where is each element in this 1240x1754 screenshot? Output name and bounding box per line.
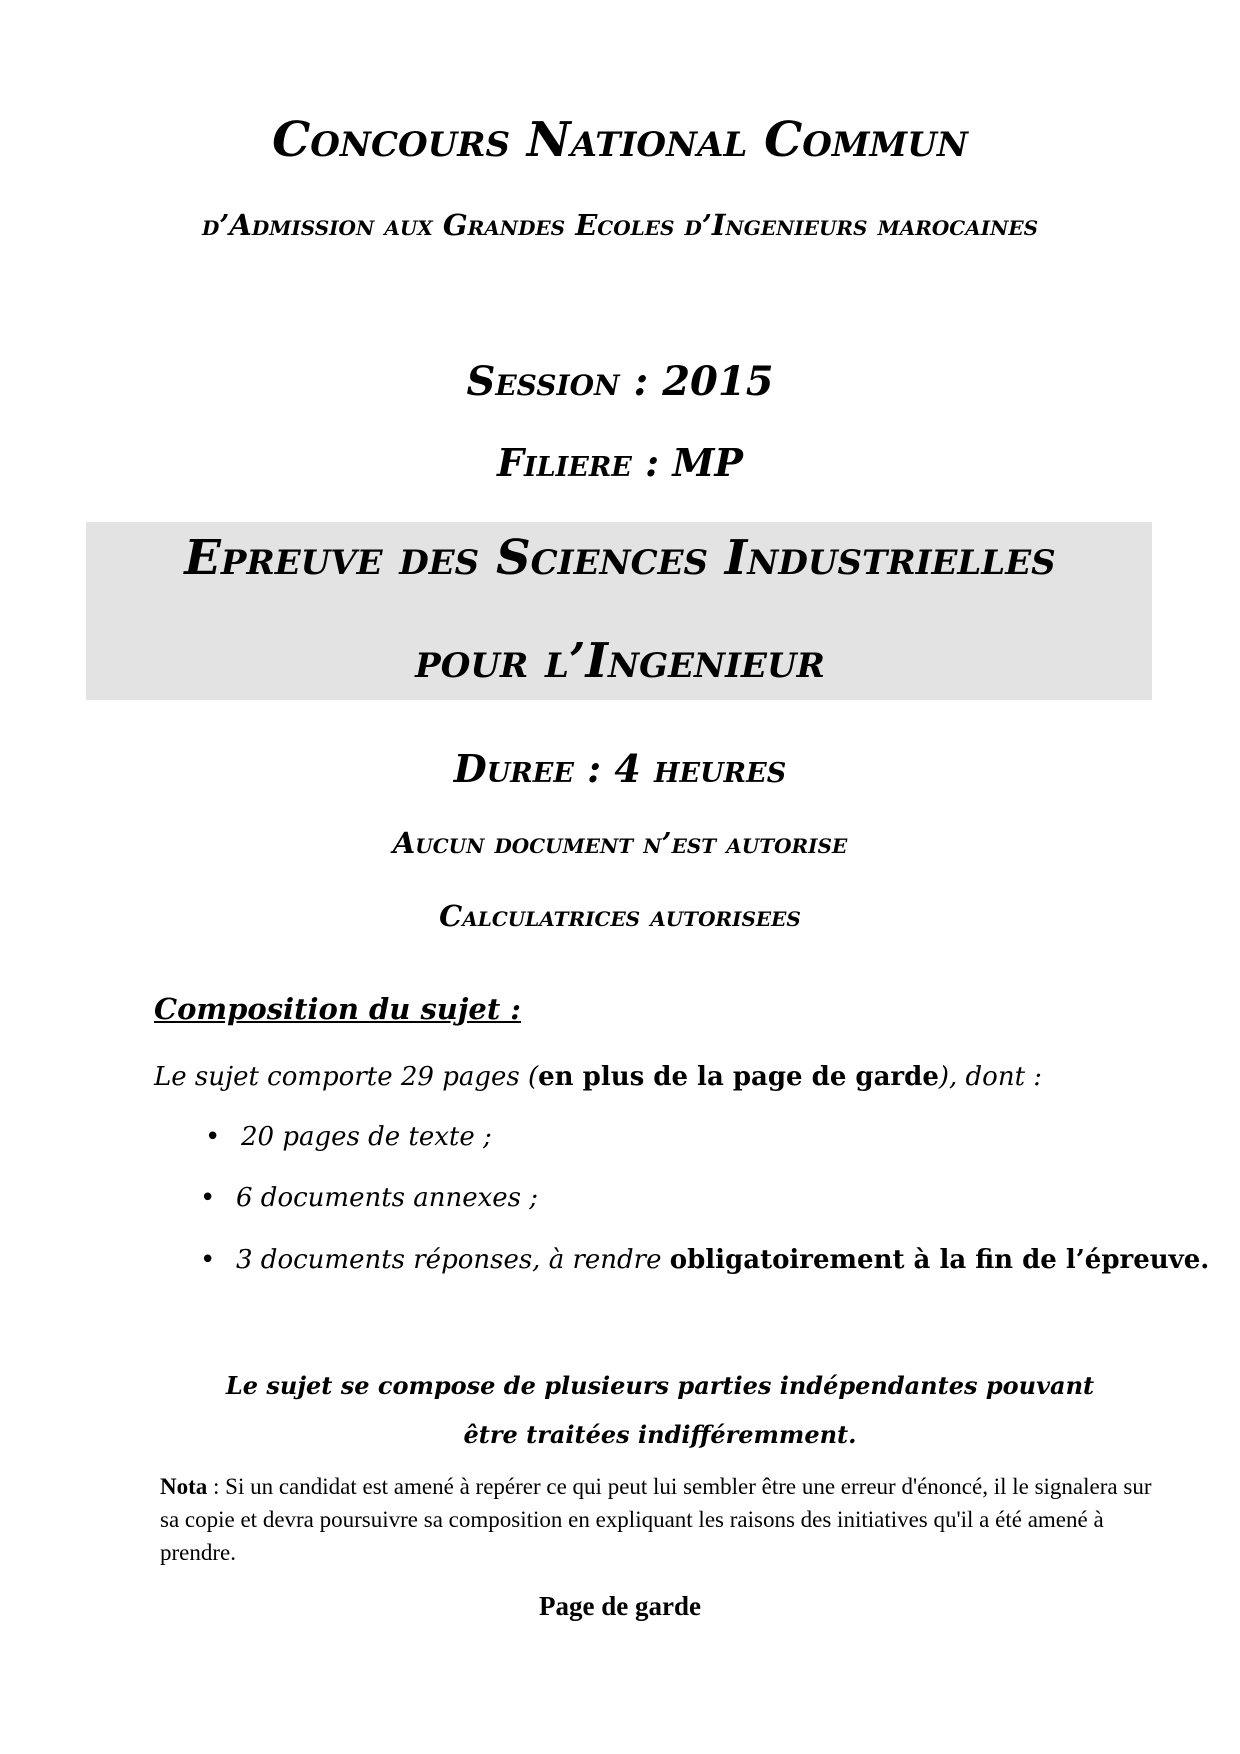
exam-subtitle: d’Admission aux Grandes Ecoles d’Ingenieurs marocaines bbox=[201, 208, 1039, 242]
list-item bbox=[205, 1122, 492, 1152]
independence-note: Le sujet se compose de plusieurs parties indépendantes pouvant être traitées indifféremment. bbox=[225, 1371, 1095, 1449]
list-item-text: 6 documents annexes ; bbox=[236, 1183, 539, 1213]
nota-paragraph bbox=[160, 1470, 1160, 1569]
subject-title-line2: pour l’Ingenieur bbox=[415, 633, 825, 689]
list-item-text: 3 documents réponses, à rendre bbox=[236, 1245, 670, 1275]
nota-text: : Si un candidat est amené à repérer ce qui peut lui sembler être une erreur d'énoncé, il le signalera sur sa copie et devra poursuivre sa composition en expliquant les raisons des initiatives qu'il a été amené à prendre. bbox=[160, 1474, 1152, 1565]
bullet-icon: • bbox=[200, 1183, 216, 1213]
list-item-text: 20 pages de texte ; bbox=[241, 1122, 492, 1152]
page-footer: Page de garde bbox=[539, 1591, 701, 1621]
bullet-icon: • bbox=[200, 1245, 216, 1275]
composition-heading: Composition du sujet : bbox=[154, 992, 522, 1026]
intro-text-bold: en plus de la page de garde bbox=[538, 1062, 939, 1092]
list-item bbox=[200, 1245, 1209, 1275]
no-documents-notice: Aucun document n’est autorise bbox=[392, 826, 848, 860]
intro-text-end: ), dont : bbox=[938, 1062, 1043, 1092]
subject-title-line1: Epreuve des Sciences Industrielles bbox=[184, 530, 1056, 586]
exam-title: Concours National Commun bbox=[272, 112, 968, 168]
composition-intro bbox=[154, 1062, 1042, 1092]
calculators-notice: Calculatrices autorisees bbox=[439, 899, 801, 933]
nota-label: Nota bbox=[160, 1474, 208, 1499]
intro-text-start: Le sujet comporte 29 pages ( bbox=[154, 1062, 539, 1092]
bullet-icon: • bbox=[205, 1122, 221, 1152]
list-item-bold-text: obligatoirement à la fin de l’épreuve. bbox=[669, 1245, 1210, 1275]
filiere-label: Filiere : MP bbox=[497, 440, 743, 485]
list-item bbox=[200, 1183, 538, 1213]
duration-label: Duree : 4 heures bbox=[453, 746, 787, 791]
session-label: Session : 2015 bbox=[466, 358, 774, 405]
